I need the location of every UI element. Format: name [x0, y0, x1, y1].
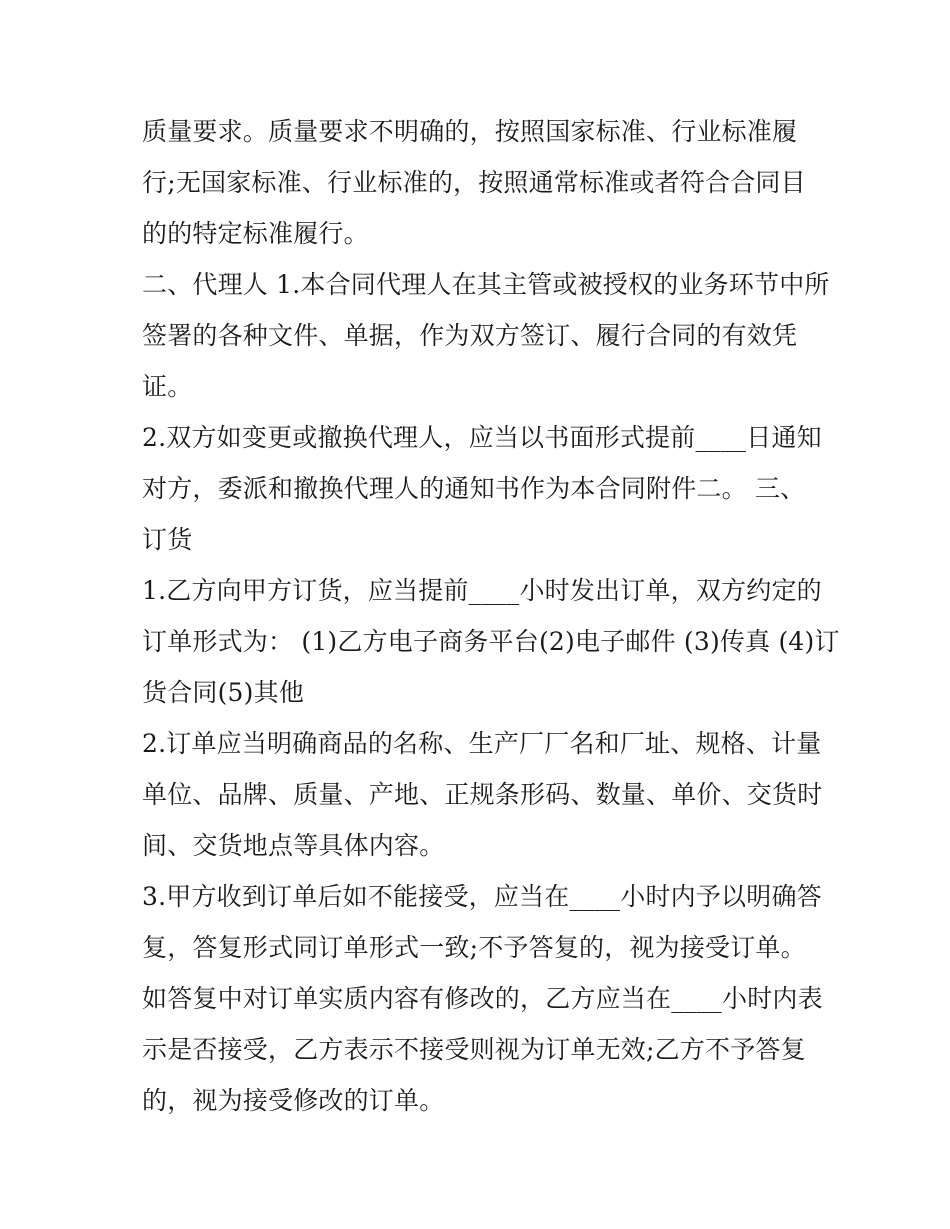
text-line-17: 复，答复形式同订单形式一致;不予答复的，视为接受订单。 [142, 933, 806, 962]
text-line-16: 3.甲方收到订单后如不能接受，应当在____小时内予以明确答 [142, 882, 822, 911]
text-line-7: 2.双方如变更或撤换代理人，应当以书面形式提前____日通知 [142, 423, 822, 452]
text-line-18: 如答复中对订单实质内容有修改的，乙方应当在____小时内表 [142, 984, 823, 1013]
text-line-15: 间、交货地点等具体内容。 [142, 831, 445, 860]
text-line-10: 1.乙方向甲方订货，应当提前____小时发出订单，双方约定的 [142, 576, 822, 605]
text-line-4: 二、代理人 1.本合同代理人在其主管或被授权的业务环节中所 [142, 270, 830, 299]
text-line-19: 示是否接受，乙方表示不接受则视为订单无效;乙方不予答复 [142, 1035, 806, 1064]
text-line-5: 签署的各种文件、单据，作为双方签订、履行合同的有效凭 [142, 321, 798, 350]
text-line-1: 质量要求。质量要求不明确的，按照国家标准、行业标准履 [142, 117, 798, 146]
text-line-2: 行;无国家标准、行业标准的，按照通常标准或者符合合同目 [142, 168, 806, 197]
text-line-11: 订单形式为： (1)乙方电子商务平台(2)电子邮件 (3)传真 (4)订 [142, 627, 840, 656]
text-line-13: 2.订单应当明确商品的名称、生产厂厂名和厂址、规格、计量 [142, 729, 822, 758]
text-line-3: 的的特定标准履行。 [142, 219, 369, 248]
text-line-14: 单位、品牌、质量、产地、正规条形码、数量、单价、交货时 [142, 780, 823, 809]
text-line-6: 证。 [142, 372, 193, 401]
text-line-12: 货合同(5)其他 [142, 678, 305, 707]
text-line-9: 订货 [142, 525, 193, 554]
text-line-20: 的，视为接受修改的订单。 [142, 1086, 445, 1115]
document-page [142, 106, 840, 1126]
text-line-8: 对方，委派和撤换代理人的通知书作为本合同附件二。 三、 [142, 474, 806, 503]
